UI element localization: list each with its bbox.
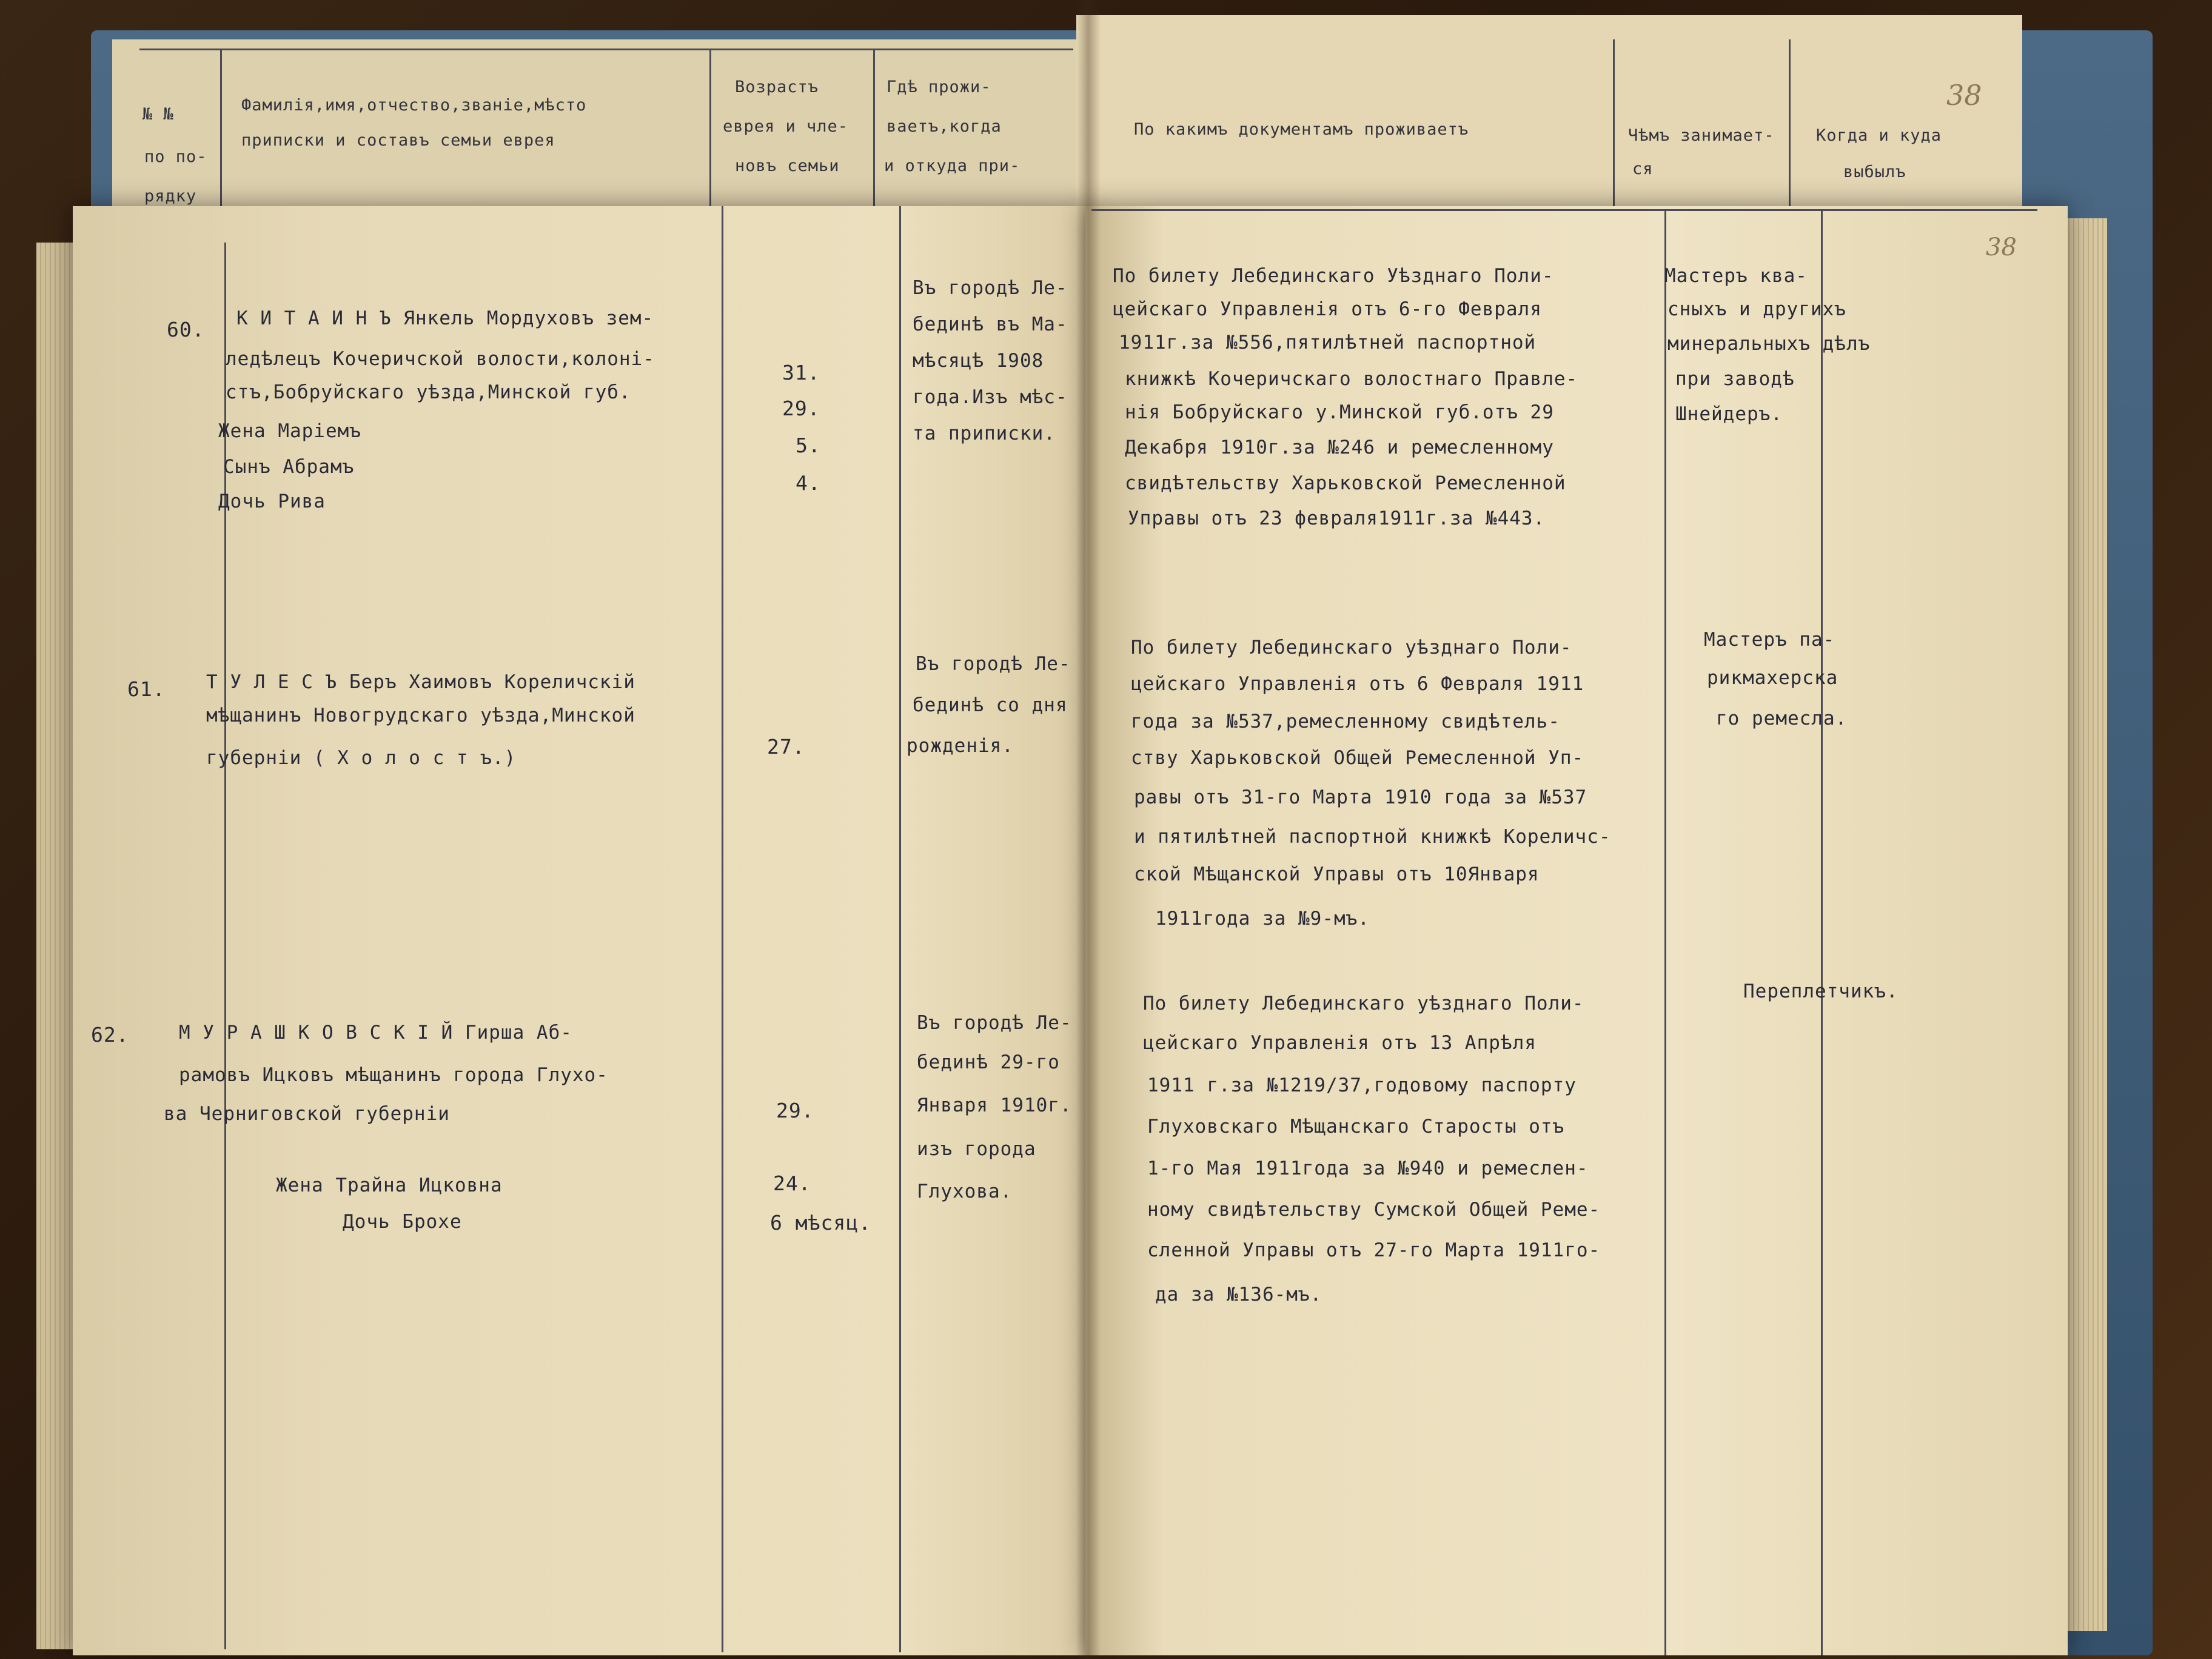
right-page-top-rule — [1091, 209, 2037, 211]
record-62-name-line: ва Черниговской губерніи — [164, 1103, 450, 1125]
record-60-docs-line: Декабря 1910г.за №246 и ремесленному — [1125, 437, 1554, 458]
record-62-spouse: Жена Трайна Ицковна — [276, 1175, 503, 1196]
header-age-line2: еврея и чле- — [723, 117, 849, 136]
record-62-docs-line: да за №136-мъ. — [1155, 1284, 1322, 1305]
record-62-docs-line: 1-го Мая 1911года за №940 и ремеслен- — [1147, 1158, 1589, 1179]
record-60-where-line: мѣсяцѣ 1908 — [913, 350, 1044, 372]
record-61-age: 27. — [767, 735, 805, 759]
record-61-docs-line: равы отъ 31-го Марта 1910 года за №537 — [1134, 786, 1587, 808]
header-col-divider — [220, 49, 222, 212]
record-60-docs-line: цейскаго Управленія отъ 6-го Февраля — [1113, 298, 1542, 320]
header-page-right — [1076, 15, 2022, 215]
record-62-docs-line: цейскаго Управленія отъ 13 Апрѣля — [1143, 1032, 1537, 1054]
record-62-number: 62. — [91, 1023, 129, 1047]
record-61-name-line: губерніи ( Х о л о с т ъ.) — [206, 747, 517, 769]
header-no-line1: № № — [142, 105, 174, 124]
record-61-docs-line: года за №537,ремесленному свидѣтель- — [1131, 711, 1560, 732]
record-61-docs-line: ству Харьковской Общей Ремесленной Уп- — [1131, 747, 1584, 769]
header-name-line2: приписки и составъ семьи еврея — [241, 131, 555, 150]
record-61-occupation-line: го ремесла. — [1716, 708, 1848, 729]
record-60-docs-line: свидѣтельству Харьковской Ремесленной — [1125, 472, 1566, 494]
header-no-line2: по по- — [144, 147, 207, 166]
ledger-right-page — [1085, 206, 2068, 1655]
record-61-docs-line: По билету Лебединскаго уѣзднаго Поли- — [1131, 637, 1572, 659]
record-61-docs-line: 1911года за №9-мъ. — [1155, 908, 1370, 930]
header-docs: По какимъ документамъ проживаетъ — [1134, 120, 1469, 139]
column-rule-no — [224, 243, 226, 1649]
record-60-docs-line: По билету Лебединскаго Уѣзднаго Поли- — [1113, 265, 1554, 287]
record-60-docs-line: книжкѣ Кочеричскаго волостнаго Правле- — [1125, 368, 1578, 390]
record-61-occupation-line: Мастеръ па- — [1704, 629, 1835, 651]
record-61-where-line: рожденія. — [907, 735, 1014, 757]
record-62-docs-line: Глуховскаго Мѣщанскаго Старосты отъ — [1147, 1116, 1565, 1138]
record-60-docs-line: Управы отъ 23 февраля1911г.за №443. — [1128, 508, 1546, 529]
record-62-age: 24. — [773, 1171, 811, 1195]
record-61-docs-line: и пятилѣтней паспортной книжкѣ Кореличс- — [1134, 826, 1611, 848]
right-page-edges — [2065, 218, 2107, 1631]
record-62-name-line: рамовъ Ицковъ мѣщанинъ города Глухо- — [179, 1064, 608, 1086]
record-60-name-line: К И Т А И Н Ъ Янкель Мордуховъ зем- — [236, 307, 654, 329]
record-60-docs-line: нія Бобруйскаго у.Минской губ.отъ 29 — [1125, 401, 1554, 423]
column-rule-age — [899, 206, 901, 1652]
record-61-number: 61. — [127, 677, 166, 701]
record-62-docs-line: ному свидѣтельству Сумской Общей Реме- — [1147, 1199, 1601, 1221]
header-no-line3: рядку — [144, 187, 197, 206]
record-62-docs-line: 1911 г.за №1219/37,годовому паспорту — [1147, 1074, 1577, 1096]
header-occupation-line1: Чѣмъ занимает- — [1628, 126, 1775, 145]
record-60-daughter: Дочь Рива — [218, 491, 326, 512]
record-60-occupation-line: при заводѣ — [1675, 368, 1795, 390]
record-62-occupation-line: Переплетчикъ. — [1743, 980, 1899, 1002]
header-where-line3: и откуда при- — [884, 156, 1021, 175]
record-60-occupation-line: минеральныхъ дѣлъ — [1667, 333, 1871, 355]
folio-number-top: 38 — [1946, 79, 1982, 112]
header-top-rule — [139, 49, 1073, 50]
record-60-where-line: года.Изъ мѣс- — [913, 386, 1068, 408]
column-rule-occupation — [1821, 209, 1823, 1655]
header-age-line3: новъ семьи — [735, 156, 840, 175]
record-60-occupation-line: сныхъ и другихъ — [1667, 298, 1846, 320]
header-occupation-line2: ся — [1632, 159, 1654, 178]
header-where-line2: ваетъ,когда — [886, 117, 1002, 136]
record-60-where-line: Въ городѣ Ле- — [913, 277, 1068, 299]
record-62-where-line: Въ городѣ Ле- — [917, 1012, 1072, 1034]
book-gutter — [1076, 0, 1101, 1659]
record-60-age: 4. — [796, 471, 821, 495]
record-60-where-line: та приписки. — [913, 423, 1056, 444]
record-62-age: 29. — [776, 1099, 814, 1122]
header-col-divider — [873, 49, 875, 212]
record-61-where-line: бединѣ со дня — [913, 694, 1068, 716]
header-where-line1: Гдѣ прожи- — [886, 78, 991, 96]
record-62-docs-line: сленной Управы отъ 27-го Марта 1911го- — [1147, 1239, 1601, 1261]
column-rule-name — [722, 206, 723, 1652]
record-60-occupation-line: Шнейдеръ. — [1675, 403, 1783, 425]
record-61-name-line: Т У Л Е С Ъ Беръ Хаимовъ Кореличскій — [206, 671, 635, 693]
record-60-son: Сынъ Абрамъ — [223, 456, 355, 478]
record-60-number: 60. — [167, 318, 205, 341]
record-62-where-line: бединѣ 29-го — [917, 1051, 1060, 1073]
record-62-where-line: изъ города — [917, 1138, 1036, 1160]
record-60-age: 31. — [782, 361, 820, 384]
record-62-docs-line: По билету Лебединскаго уѣзднаго Поли- — [1143, 993, 1584, 1014]
record-60-occupation-line: Мастеръ ква- — [1664, 265, 1808, 287]
record-60-where-line: бединѣ въ Ма- — [913, 313, 1068, 335]
folio-number-right: 38 — [1986, 233, 2017, 261]
header-col-divider — [1613, 39, 1615, 212]
record-62-where-line: Глухова. — [917, 1181, 1013, 1202]
record-61-docs-line: цейскаго Управленія отъ 6 Февраля 1911 — [1131, 673, 1584, 695]
record-62-daughter: Дочь Брохе — [343, 1211, 462, 1233]
record-61-where-line: Въ городѣ Ле- — [916, 653, 1071, 675]
record-61-occupation-line: рикмахерска — [1707, 667, 1838, 689]
header-left-line1: Когда и куда — [1816, 126, 1942, 145]
record-61-name-line: мѣщанинъ Новогрудскаго уѣзда,Минской — [206, 705, 635, 726]
record-62-age: 6 мѣсяц. — [770, 1211, 871, 1235]
record-60-age: 5. — [796, 434, 821, 457]
header-col-divider — [709, 49, 711, 212]
record-62-where-line: Января 1910г. — [917, 1094, 1072, 1116]
record-61-docs-line: ской Мѣщанской Управы отъ 10Января — [1134, 863, 1540, 885]
record-60-docs-line: 1911г.за №556,пятилѣтней паспортной — [1119, 332, 1537, 354]
header-age-line1: Возрастъ — [735, 78, 819, 96]
column-rule-docs — [1664, 209, 1666, 1655]
record-60-name-line: ледѣлецъ Кочеричской волости,колоні- — [226, 348, 655, 370]
header-name-line1: Фамилія,имя,отчество,званіе,мѣсто — [241, 96, 587, 115]
record-60-name-line: стъ,Бобруйскаго уѣзда,Минской губ. — [226, 381, 631, 403]
header-col-divider — [1789, 39, 1791, 212]
record-60-spouse: Жена Маріемъ — [218, 420, 361, 442]
record-60-age: 29. — [782, 397, 820, 420]
record-62-name-line: М У Р А Ш К О В С К І Й Гирша Аб- — [179, 1022, 572, 1044]
header-left-line2: выбылъ — [1843, 163, 1906, 181]
